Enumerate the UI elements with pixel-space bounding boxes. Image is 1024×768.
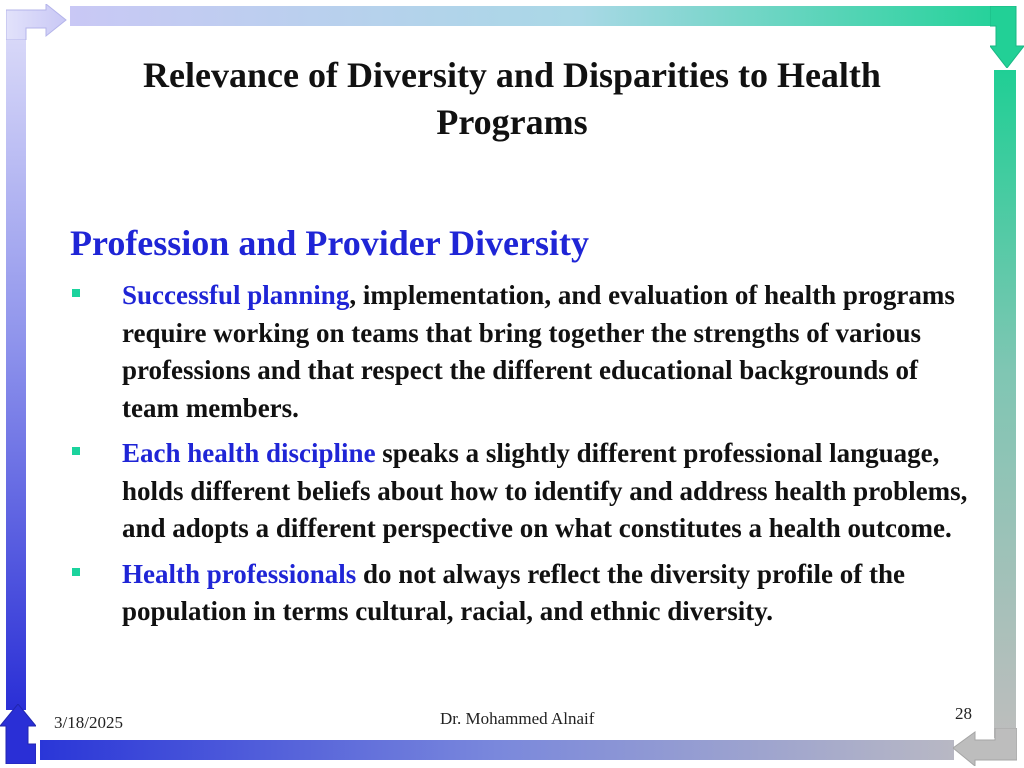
bullet-body: speaks a slightly different professional language, holds different beliefs about how to identify and address health problems, and adopts a different perspective on what constitutes a health outcome. <box>122 438 968 543</box>
bullet-text <box>122 556 980 631</box>
square-bullet-icon <box>72 568 80 576</box>
bullet-highlight: Each health discipline <box>122 438 376 468</box>
square-bullet-icon <box>72 447 80 455</box>
footer-date: 3/18/2025 <box>54 713 123 732</box>
frame-left-bar <box>6 38 26 710</box>
bullet-item <box>70 556 980 631</box>
bullet-highlight: Successful planning <box>122 280 350 310</box>
bullet-highlight: Health professionals <box>122 558 357 589</box>
frame-bottom-bar <box>40 740 954 760</box>
arrow-up-icon <box>0 704 36 764</box>
arrow-left-icon <box>953 728 1017 766</box>
footer-author: Dr. Mohammed Alnaif <box>440 709 595 728</box>
slide-title: Relevance of Diversity and Disparities to Health Programs <box>143 55 881 142</box>
page-number: 28 <box>955 704 972 723</box>
bullet-body: , implementation, and evaluation of health programs require working on teams that bring together the strengths of various professions and that respect the different educational backgrounds of team members. <box>122 280 955 423</box>
section-heading: Profession and Provider Diversity <box>70 223 589 263</box>
bullet-list <box>70 277 980 639</box>
bullet-text <box>122 277 980 427</box>
bullet-item <box>70 277 980 427</box>
frame-top-bar <box>70 6 995 26</box>
arrow-right-icon <box>6 4 68 40</box>
frame-right-bar <box>994 70 1016 738</box>
bullet-body: do not always reflect the diversity profile of the population in terms cultural, racial, and ethnic diversity. <box>122 558 905 626</box>
bullet-item <box>70 435 980 548</box>
square-bullet-icon <box>72 289 80 297</box>
arrow-down-icon <box>990 6 1024 68</box>
bullet-text <box>122 435 980 548</box>
